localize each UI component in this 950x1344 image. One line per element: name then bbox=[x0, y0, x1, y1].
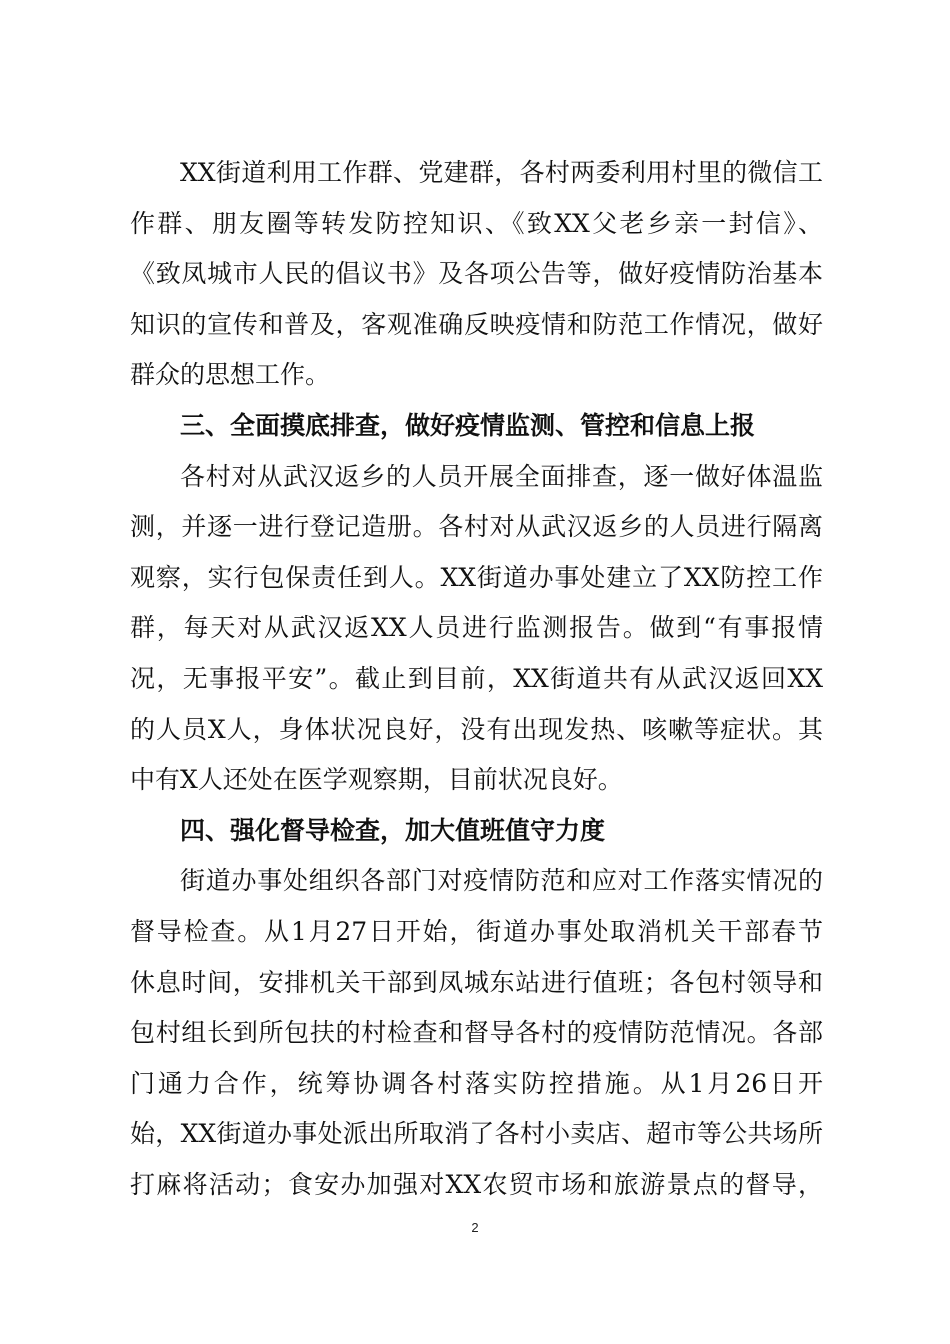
paragraph-line: 各村对从武汉返乡的人员开展全面排查，逐一做好体温监 bbox=[180, 461, 823, 491]
paragraph-line: 始，XX街道办事处派出所取消了各村小卖店、超市等公共场所 bbox=[130, 1119, 823, 1149]
paragraph-line: 休息时间，安排机关干部到凤城东站进行值班；各包村领导和 bbox=[130, 967, 823, 997]
paragraph-line: 作群、朋友圈等转发防控知识、《致XX父老乡亲一封信》、 bbox=[130, 208, 823, 238]
paragraph-line: 观察，实行包保责任到人。XX街道办事处建立了XX防控工作 bbox=[130, 562, 823, 592]
section-heading: 四、强化督导检查，加大值班值守力度 bbox=[180, 815, 606, 845]
paragraph-line: 群众的思想工作。 bbox=[130, 360, 331, 390]
paragraph-line: 的人员X人，身体状况良好，没有出现发热、咳嗽等症状。其 bbox=[130, 714, 823, 744]
paragraph-line: 街道办事处组织各部门对疫情防范和应对工作落实情况的 bbox=[180, 866, 823, 896]
paragraph-line: 督导检查。从1月27日开始，街道办事处取消机关干部春节 bbox=[130, 916, 823, 946]
paragraph-line: XX街道利用工作群、党建群，各村两委利用村里的微信工 bbox=[180, 158, 823, 187]
paragraph-line: 门通力合作，统筹协调各村落实防控措施。从1月26日开 bbox=[130, 1068, 823, 1098]
paragraph-line: 知识的宣传和普及，客观准确反映疫情和防范工作情况，做好 bbox=[130, 309, 823, 339]
section-heading: 三、全面摸底排查，做好疫情监测、管控和信息上报 bbox=[180, 410, 756, 440]
paragraph-line: 群，每天对从武汉返XX人员进行监测报告。做到“有事报情 bbox=[130, 613, 823, 643]
paragraph-line: 测，并逐一进行登记造册。各村对从武汉返乡的人员进行隔离 bbox=[130, 512, 823, 542]
document-body bbox=[130, 148, 823, 1210]
paragraph-line: 包村组长到所包扶的村检查和督导各村的疫情防范情况。各部 bbox=[130, 1018, 823, 1048]
paragraph-line: 打麻将活动；食安办加强对XX农贸市场和旅游景点的督导， bbox=[130, 1169, 823, 1199]
paragraph-line: 中有X人还处在医学观察期，目前状况良好。 bbox=[130, 765, 623, 795]
paragraph-line: 《致凤城市人民的倡议书》及各项公告等，做好疫情防治基本 bbox=[130, 259, 823, 289]
paragraph-line: 况，无事报平安”。截止到目前，XX街道共有从武汉返回XX bbox=[130, 663, 823, 693]
page-number: 2 bbox=[471, 1220, 479, 1235]
